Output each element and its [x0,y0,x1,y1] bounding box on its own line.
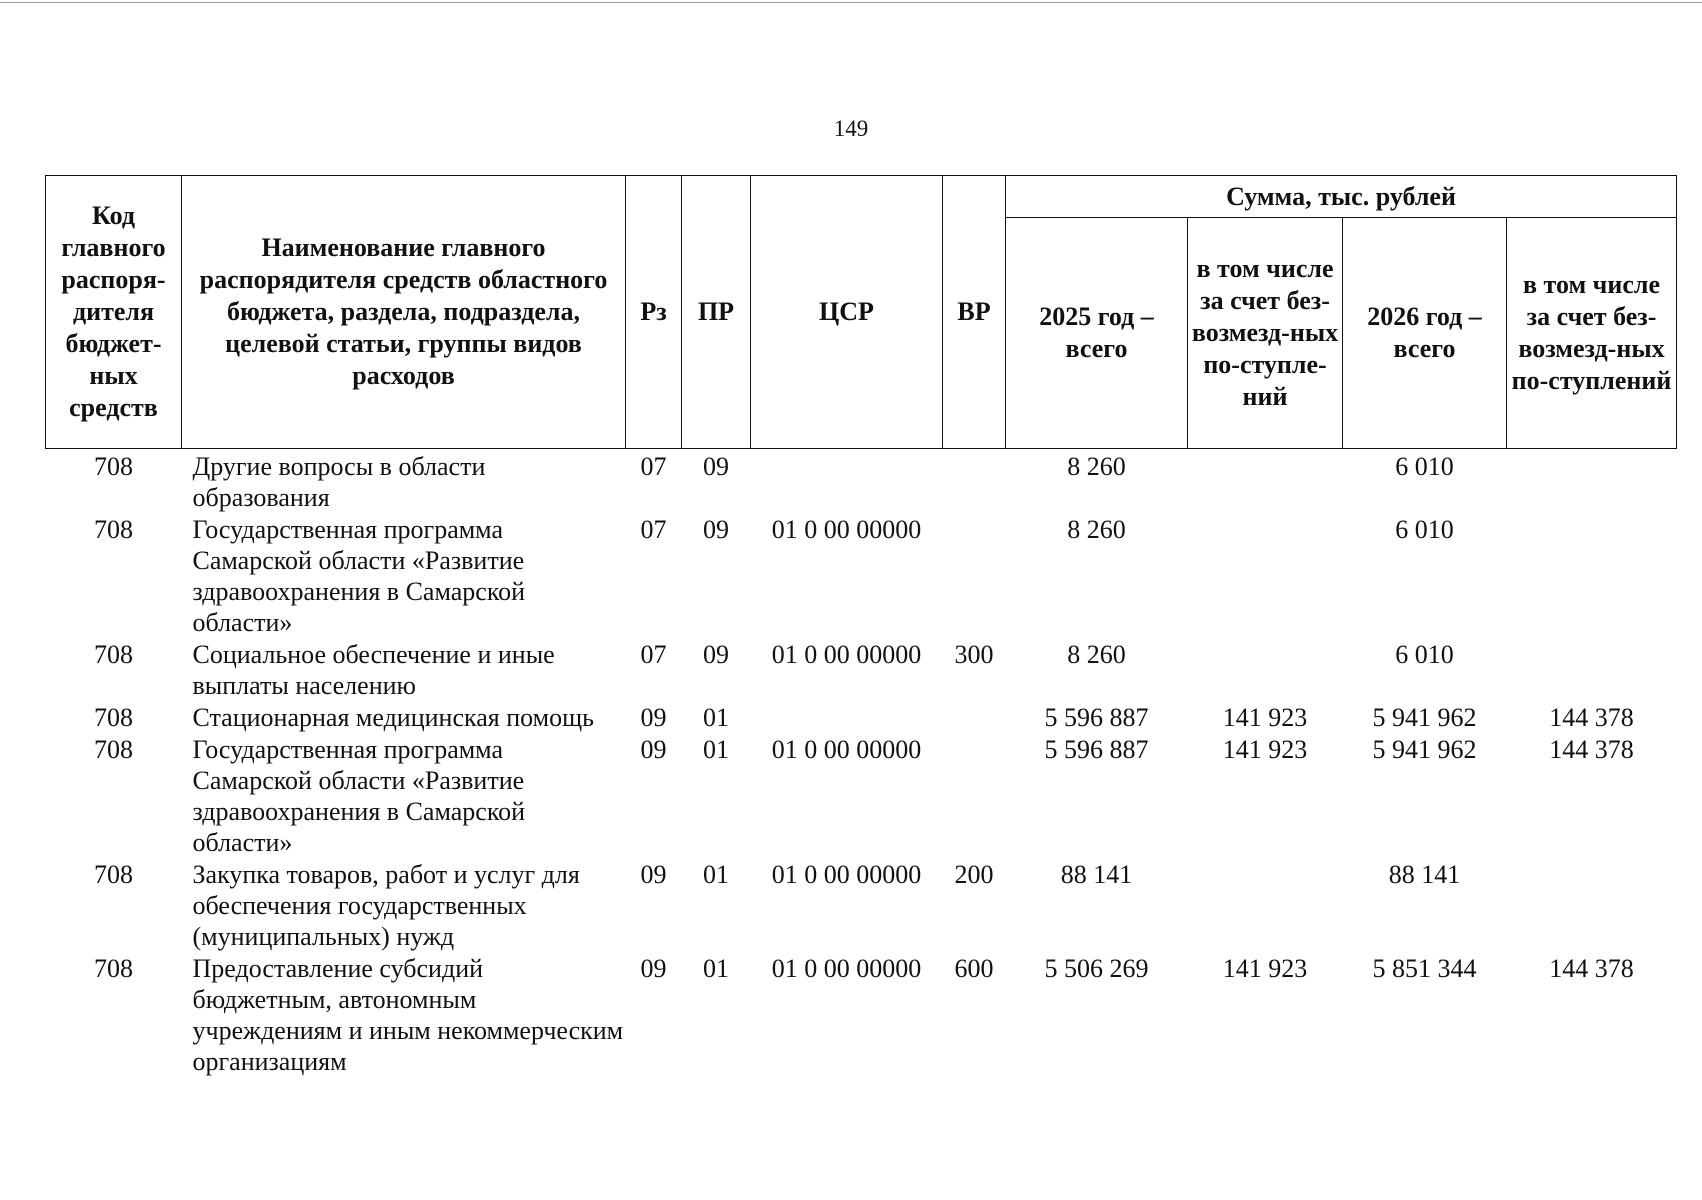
cell-vr [943,734,1006,859]
cell-csr: 01 0 00 00000 [771,954,922,983]
table-header [46,176,1677,449]
table-row [46,639,1677,702]
cell-2025-grants: 141 923 [1222,735,1308,764]
header-2025-total: 2025 год – всего [1006,218,1188,449]
cell-name: Социальное обеспечение и иные выплаты населению [192,640,555,700]
cell-csr: 01 0 00 00000 [771,735,922,764]
cell-name: Стационарная медицинская помощь [192,703,594,732]
header-pr: ПР [682,176,751,449]
cell-code: 708 [94,452,133,481]
cell-2025-total: 5 596 887 [1044,735,1149,764]
table-row [46,953,1677,1078]
cell-code: 708 [94,640,133,669]
cell-rz: 09 [640,735,667,764]
cell-code: 708 [94,954,133,983]
cell-code: 708 [94,515,133,544]
header-csr: ЦСР [751,176,943,449]
cell-code: 708 [94,860,133,889]
cell-csr: 01 0 00 00000 [771,640,922,669]
cell-code: 708 [94,703,133,732]
cell-pr: 01 [703,860,729,889]
cell-vr: 600 [954,954,994,983]
table-body [46,449,1677,1079]
cell-csr [751,702,943,734]
cell-2026-grants: 144 378 [1549,735,1634,764]
cell-2025-grants: 141 923 [1222,703,1308,732]
cell-2025-total: 5 506 269 [1044,954,1149,983]
cell-pr: 09 [703,452,729,481]
cell-pr: 01 [703,735,729,764]
cell-rz: 09 [640,703,667,732]
cell-name: Закупка товаров, работ и услуг для обеспечения государственных (муниципальных) нужд [192,860,580,951]
cell-2026-grants [1507,639,1677,702]
cell-pr: 09 [703,640,729,669]
cell-2025-grants: 141 923 [1222,954,1308,983]
header-name: Наименование главного распорядителя средств областного бюджета, раздела, подраздела, целевой статьи, группы видов расходов [182,176,626,449]
cell-2026-total: 5 941 962 [1372,703,1477,732]
table-row [46,514,1677,639]
header-2026-grants: в том числе за счет без-возмезд-ных по-ступлений [1507,218,1677,449]
cell-2025-grants [1188,859,1343,953]
header-2026-total: 2026 год – всего [1343,218,1507,449]
cell-rz: 07 [640,640,667,669]
cell-rz: 07 [640,515,667,544]
cell-name: Другие вопросы в области образования [192,452,486,512]
cell-csr [751,449,943,515]
cell-csr: 01 0 00 00000 [771,515,922,544]
header-vr: ВР [943,176,1006,449]
cell-2026-total: 6 010 [1395,515,1454,544]
cell-csr: 01 0 00 00000 [771,860,922,889]
table-row [46,859,1677,953]
cell-2026-total: 6 010 [1395,640,1454,669]
cell-rz: 09 [640,954,667,983]
cell-name: Государственная программа Самарской области «Развитие здравоохранения в Самарской области» [192,515,526,637]
page-number: 149 [833,116,869,141]
cell-vr [943,449,1006,515]
cell-code: 708 [94,735,133,764]
cell-rz: 07 [640,452,667,481]
cell-2025-grants [1188,639,1343,702]
cell-2025-total: 5 596 887 [1044,703,1149,732]
cell-2026-total: 5 941 962 [1372,735,1477,764]
cell-vr: 200 [954,860,994,889]
header-code: Код главного распоря-дителя бюджет-ных средств [46,176,182,449]
cell-2026-grants [1507,449,1677,515]
cell-pr: 01 [703,703,729,732]
cell-2026-total: 5 851 344 [1372,954,1477,983]
header-rz: Рз [626,176,682,449]
cell-2026-total: 88 141 [1388,860,1461,889]
table-row [46,702,1677,734]
cell-pr: 09 [703,515,729,544]
cell-2025-total: 8 260 [1067,515,1126,544]
cell-2025-grants [1188,449,1343,515]
budget-table [45,175,1677,1078]
cell-2026-grants [1507,859,1677,953]
cell-vr: 300 [954,640,994,669]
table-row [46,734,1677,859]
cell-2026-grants: 144 378 [1549,703,1634,732]
cell-pr: 01 [703,954,729,983]
cell-2025-total: 8 260 [1067,640,1126,669]
header-2025-grants: в том числе за счет без-возмезд-ных по-ступле-ний [1188,218,1343,449]
cell-vr [943,514,1006,639]
cell-2025-total: 8 260 [1067,452,1126,481]
cell-vr [943,702,1006,734]
cell-2025-grants [1188,514,1343,639]
cell-2026-grants [1507,514,1677,639]
cell-rz: 09 [640,860,667,889]
cell-name: Государственная программа Самарской области «Развитие здравоохранения в Самарской области» [192,735,526,857]
cell-2026-total: 6 010 [1395,452,1454,481]
header-sum-group: Сумма, тыс. рублей [1006,176,1677,218]
cell-name: Предоставление субсидий бюджетным, автономным учреждениям и иным некоммерческим организациям [192,954,624,1076]
page-top-edge [0,2,1702,3]
cell-2025-total: 88 141 [1060,860,1133,889]
table-row [46,449,1677,515]
cell-2026-grants: 144 378 [1549,954,1634,983]
